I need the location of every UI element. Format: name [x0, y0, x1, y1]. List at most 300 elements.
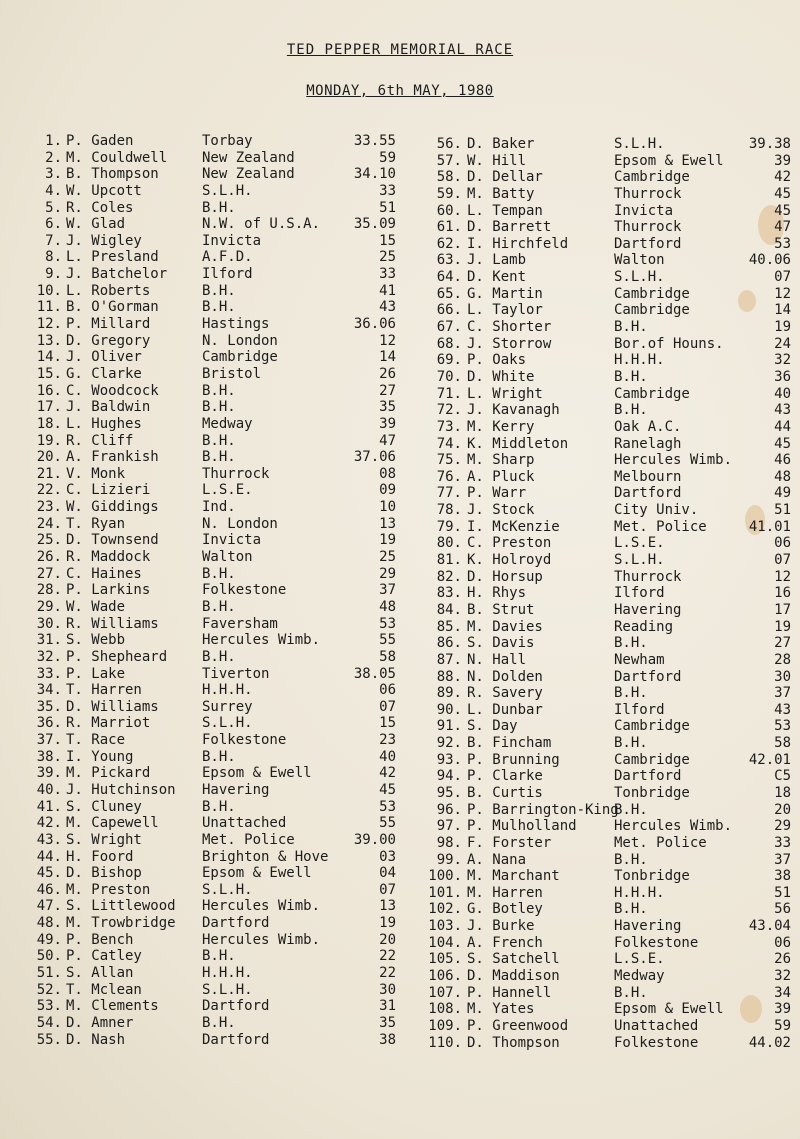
result-row [423, 302, 793, 319]
finish-time: 41 [379, 282, 396, 299]
runner-name: C. Woodcock [66, 382, 159, 399]
runner-name: P. Catley [66, 948, 142, 965]
finish-time: 34 [774, 984, 791, 1001]
runner-name: B. Fincham [467, 735, 552, 752]
result-position: 37. [36, 732, 62, 749]
finish-time: 19 [774, 618, 791, 635]
result-row [30, 898, 402, 915]
result-position: 75. [436, 452, 462, 469]
runner-name: R. Williams [66, 615, 159, 632]
finish-time: 48 [774, 468, 791, 485]
result-row [30, 982, 402, 999]
finish-time: 51 [774, 884, 791, 901]
finish-time: 58 [379, 648, 396, 665]
result-row [30, 433, 402, 450]
runner-club: B.H. [202, 449, 236, 466]
result-position: 38. [36, 748, 62, 765]
finish-time: 25 [379, 249, 396, 266]
runner-club: Dartford [202, 915, 270, 932]
result-position: 89. [436, 685, 462, 702]
result-row [30, 882, 402, 899]
result-row [30, 799, 402, 816]
result-position: 80. [436, 535, 462, 552]
finish-time: 51 [774, 502, 791, 519]
result-position: 8. [45, 249, 62, 266]
result-position: 104. [428, 934, 462, 951]
finish-time: 55 [379, 632, 396, 649]
finish-time: 14 [379, 349, 396, 366]
result-position: 3. [45, 166, 62, 183]
finish-time: 07 [774, 269, 791, 286]
result-position: 67. [436, 319, 462, 336]
finish-time: 59 [379, 149, 396, 166]
result-position: 23. [36, 499, 62, 516]
runner-club: Surrey [202, 698, 253, 715]
result-position: 33. [36, 665, 62, 682]
finish-time: 53 [379, 798, 396, 815]
runner-name: R. Coles [66, 199, 134, 216]
result-position: 13. [36, 332, 62, 349]
runner-club: B.H. [614, 851, 648, 868]
result-row [423, 469, 793, 486]
result-position: 41. [36, 798, 62, 815]
result-position: 94. [436, 768, 462, 785]
runner-club: B.H. [202, 648, 236, 665]
runner-club: N.W. of U.S.A. [202, 216, 321, 233]
finish-time: 37.06 [353, 449, 396, 466]
runner-club: B.H. [202, 798, 236, 815]
runner-name: S. Allan [66, 965, 134, 982]
result-row [30, 482, 402, 499]
runner-name: M. Preston [66, 881, 151, 898]
result-row [423, 252, 793, 269]
finish-time: 30 [774, 668, 791, 685]
result-position: 17. [36, 399, 62, 416]
result-row [30, 150, 402, 167]
runner-name: M. Couldwell [66, 149, 168, 166]
runner-name: B. Thompson [66, 166, 159, 183]
runner-club: Folkestone [614, 1034, 699, 1051]
runner-name: J. Hutchinson [66, 781, 176, 798]
finish-time: 45 [774, 435, 791, 452]
runner-club: Hercules Wimb. [614, 452, 733, 469]
runner-name: D. Kent [467, 269, 527, 286]
finish-time: 35 [379, 399, 396, 416]
runner-club: B.H. [202, 382, 236, 399]
finish-time: 18 [774, 784, 791, 801]
finish-time: 34.10 [353, 166, 396, 183]
runner-club: Tiverton [202, 665, 270, 682]
result-row [423, 203, 793, 220]
result-position: 58. [436, 169, 462, 186]
finish-time: 10 [379, 499, 396, 516]
result-position: 44. [36, 848, 62, 865]
result-position: 27. [36, 565, 62, 582]
finish-time: 27 [774, 635, 791, 652]
result-row [30, 266, 402, 283]
runner-club: Cambridge [614, 285, 690, 302]
runner-club: Ind. [202, 499, 236, 516]
runner-name: A. Frankish [66, 449, 159, 466]
result-position: 105. [428, 951, 462, 968]
runner-name: M. Sharp [467, 452, 535, 469]
result-row [423, 1018, 793, 1035]
runner-name: R. Savery [467, 685, 543, 702]
result-position: 85. [436, 618, 462, 635]
runner-name: G. Clarke [66, 365, 142, 382]
runner-club: Dartford [614, 485, 682, 502]
finish-time: 49 [774, 485, 791, 502]
runner-name: R. Cliff [66, 432, 134, 449]
finish-time: 42 [774, 169, 791, 186]
runner-name: S. Webb [66, 632, 126, 649]
result-row [423, 652, 793, 669]
result-position: 68. [436, 335, 462, 352]
runner-club: Cambridge [614, 169, 690, 186]
finish-time: 39 [774, 1001, 791, 1018]
finish-time: 27 [379, 382, 396, 399]
result-position: 34. [36, 682, 62, 699]
result-position: 36. [36, 715, 62, 732]
finish-time: 42 [379, 765, 396, 782]
result-row [30, 782, 402, 799]
result-position: 64. [436, 269, 462, 286]
runner-club: Melbourn [614, 468, 682, 485]
runner-club: Unattached [614, 1017, 699, 1034]
runner-name: W. Glad [66, 216, 126, 233]
result-row [30, 299, 402, 316]
finish-time: 41.01 [748, 518, 791, 535]
runner-name: P. Gaden [66, 133, 134, 149]
result-row [30, 932, 402, 949]
runner-name: D. Nash [66, 1031, 126, 1048]
finish-time: 12 [774, 285, 791, 302]
result-row [30, 499, 402, 516]
runner-club: A.F.D. [202, 249, 253, 266]
runner-name: T. Harren [66, 682, 142, 699]
result-position: 55. [36, 1031, 62, 1048]
runner-club: Medway [614, 968, 665, 985]
runner-name: C. Shorter [467, 319, 552, 336]
runner-name: H. Rhys [467, 585, 527, 602]
result-row [423, 269, 793, 286]
result-position: 20. [36, 449, 62, 466]
finish-time: 20 [774, 801, 791, 818]
result-row [423, 752, 793, 769]
finish-time: 30 [379, 981, 396, 998]
finish-time: 48 [379, 598, 396, 615]
result-position: 62. [436, 235, 462, 252]
result-position: 24. [36, 515, 62, 532]
result-position: 50. [36, 948, 62, 965]
result-row [423, 1001, 793, 1018]
runner-name: J. Batchelor [66, 266, 168, 283]
finish-time: 55 [379, 815, 396, 832]
runner-club: Havering [202, 781, 270, 798]
result-row [30, 216, 402, 233]
result-row [423, 669, 793, 686]
runner-club: Walton [202, 549, 253, 566]
result-row [30, 166, 402, 183]
result-position: 72. [436, 402, 462, 419]
runner-name: P. Shepheard [66, 648, 168, 665]
runner-club: Met. Police [614, 834, 707, 851]
runner-name: W. Giddings [66, 499, 159, 516]
runner-club: N. London [202, 515, 278, 532]
result-row [30, 316, 402, 333]
runner-name: P. Larkins [66, 582, 151, 599]
runner-name: B. Curtis [467, 784, 543, 801]
runner-club: New Zealand [202, 149, 295, 166]
result-row [30, 283, 402, 300]
result-position: 31. [36, 632, 62, 649]
result-position: 60. [436, 202, 462, 219]
runner-name: P. Clarke [467, 768, 543, 785]
finish-time: 15 [379, 715, 396, 732]
runner-name: D. Williams [66, 698, 159, 715]
runner-name: T. Mclean [66, 981, 142, 998]
runner-club: Hercules Wimb. [202, 632, 321, 649]
result-position: 49. [36, 931, 62, 948]
runner-club: B.H. [614, 984, 648, 1001]
finish-time: 33 [379, 266, 396, 283]
runner-club: Cambridge [614, 751, 690, 768]
result-row [30, 632, 402, 649]
runner-club: Hercules Wimb. [614, 818, 733, 835]
result-row [423, 852, 793, 869]
runner-name: T. Ryan [66, 515, 126, 532]
result-position: 96. [436, 801, 462, 818]
result-position: 76. [436, 468, 462, 485]
result-position: 4. [45, 182, 62, 199]
result-row [423, 386, 793, 403]
finish-time: 39.38 [748, 136, 791, 152]
runner-name: P. Barrington-King [467, 801, 619, 818]
finish-time: 43.04 [748, 918, 791, 935]
result-row [30, 849, 402, 866]
runner-club: Folkestone [202, 582, 287, 599]
runner-club: Cambridge [202, 349, 278, 366]
finish-time: 14 [774, 302, 791, 319]
runner-name: P. Bench [66, 931, 134, 948]
result-position: 107. [428, 984, 462, 1001]
finish-time: 36 [774, 368, 791, 385]
finish-time: 20 [379, 931, 396, 948]
result-row [30, 532, 402, 549]
finish-time: 39 [379, 415, 396, 432]
runner-name: L. Presland [66, 249, 159, 266]
result-position: 30. [36, 615, 62, 632]
runner-name: M. Batty [467, 185, 535, 202]
runner-name: S. Wright [66, 831, 142, 848]
runner-club: B.H. [614, 368, 648, 385]
result-position: 57. [436, 152, 462, 169]
result-row [423, 685, 793, 702]
runner-club: Thurrock [614, 185, 682, 202]
runner-name: P. Mulholland [467, 818, 577, 835]
finish-time: 38 [774, 868, 791, 885]
runner-name: J. Burke [467, 918, 535, 935]
result-position: 52. [36, 981, 62, 998]
runner-club: B.H. [202, 199, 236, 216]
result-row [423, 985, 793, 1002]
runner-club: B.H. [202, 565, 236, 582]
runner-club: S.L.H. [614, 269, 665, 286]
runner-name: D. Maddison [467, 968, 560, 985]
finish-time: 23 [379, 732, 396, 749]
finish-time: 56 [774, 901, 791, 918]
result-position: 86. [436, 635, 462, 652]
result-position: 46. [36, 881, 62, 898]
result-row [423, 802, 793, 819]
result-row [423, 951, 793, 968]
finish-time: 59 [774, 1017, 791, 1034]
runner-club: B.H. [202, 282, 236, 299]
runner-club: Hercules Wimb. [202, 898, 321, 915]
finish-time: 43 [774, 402, 791, 419]
result-row [423, 402, 793, 419]
result-row [423, 502, 793, 519]
result-row [30, 383, 402, 400]
result-row [30, 682, 402, 699]
results-column-left [30, 133, 402, 1048]
result-row [423, 768, 793, 785]
runner-club: B.H. [202, 432, 236, 449]
result-row [30, 732, 402, 749]
finish-time: 37 [774, 685, 791, 702]
finish-time: 26 [379, 365, 396, 382]
finish-time: 44.02 [748, 1034, 791, 1051]
finish-time: 16 [774, 585, 791, 602]
result-position: 1. [45, 133, 62, 149]
result-row [423, 702, 793, 719]
runner-club: Tonbridge [614, 784, 690, 801]
finish-time: 43 [379, 299, 396, 316]
finish-time: 35.09 [353, 216, 396, 233]
result-position: 35. [36, 698, 62, 715]
result-position: 22. [36, 482, 62, 499]
result-row [30, 183, 402, 200]
result-position: 77. [436, 485, 462, 502]
finish-time: 47 [774, 219, 791, 236]
result-row [423, 885, 793, 902]
runner-name: J. Kavanagh [467, 402, 560, 419]
result-row [423, 419, 793, 436]
runner-name: P. Warr [467, 485, 527, 502]
finish-time: 07 [379, 698, 396, 715]
finish-time: 37 [774, 851, 791, 868]
result-position: 45. [36, 865, 62, 882]
runner-name: W. Hill [467, 152, 527, 169]
runner-name: I. Young [66, 748, 134, 765]
result-row [423, 436, 793, 453]
runner-name: F. Forster [467, 834, 552, 851]
result-row [30, 749, 402, 766]
finish-time: 26 [774, 951, 791, 968]
result-row [423, 485, 793, 502]
runner-club: B.H. [202, 399, 236, 416]
result-row [30, 133, 402, 150]
results-column-right [423, 136, 793, 1051]
result-row [423, 619, 793, 636]
runner-club: Cambridge [614, 718, 690, 735]
runner-name: B. O'Gorman [66, 299, 159, 316]
finish-time: 32 [774, 352, 791, 369]
runner-name: J. Stock [467, 502, 535, 519]
result-row [30, 832, 402, 849]
result-position: 59. [436, 185, 462, 202]
runner-name: N. Hall [467, 651, 527, 668]
runner-club: Epsom & Ewell [614, 152, 724, 169]
result-row [30, 449, 402, 466]
result-position: 100. [428, 868, 462, 885]
runner-name: A. Nana [467, 851, 527, 868]
finish-time: 39.00 [353, 831, 396, 848]
runner-name: K. Middleton [467, 435, 569, 452]
runner-name: L. Tempan [467, 202, 543, 219]
result-position: 98. [436, 834, 462, 851]
runner-club: H.H.H. [614, 884, 665, 901]
runner-name: P. Oaks [467, 352, 527, 369]
finish-time: 33 [379, 182, 396, 199]
finish-time: 33.55 [353, 133, 396, 149]
result-row [30, 1032, 402, 1049]
finish-time: 08 [379, 465, 396, 482]
result-row [423, 935, 793, 952]
result-position: 7. [45, 232, 62, 249]
finish-time: 19 [379, 915, 396, 932]
result-position: 63. [436, 252, 462, 269]
result-row [423, 785, 793, 802]
runner-club: Oak A.C. [614, 418, 682, 435]
finish-time: 24 [774, 335, 791, 352]
runner-name: D. Amner [66, 1014, 134, 1031]
runner-club: L.S.E. [614, 535, 665, 552]
runner-name: M. Yates [467, 1001, 535, 1018]
result-position: 74. [436, 435, 462, 452]
result-position: 91. [436, 718, 462, 735]
runner-name: R. Marriot [66, 715, 151, 732]
result-position: 32. [36, 648, 62, 665]
runner-name: D. Thompson [467, 1034, 560, 1051]
result-position: 40. [36, 781, 62, 798]
result-row [30, 366, 402, 383]
result-position: 19. [36, 432, 62, 449]
result-position: 65. [436, 285, 462, 302]
result-row [423, 918, 793, 935]
result-row [30, 998, 402, 1015]
result-row [30, 765, 402, 782]
result-row [423, 602, 793, 619]
runner-club: Hercules Wimb. [202, 931, 321, 948]
result-position: 16. [36, 382, 62, 399]
finish-time: C5 [774, 768, 791, 785]
runner-name: D. Horsup [467, 568, 543, 585]
runner-club: N. London [202, 332, 278, 349]
runner-club: Invicta [202, 532, 262, 549]
runner-club: Hastings [202, 316, 270, 333]
runner-name: M. Kerry [467, 418, 535, 435]
runner-name: B. Strut [467, 601, 535, 618]
runner-club: Ilford [202, 266, 253, 283]
runner-name: L. Dunbar [467, 701, 543, 718]
runner-name: P. Lake [66, 665, 126, 682]
result-row [30, 699, 402, 716]
runner-club: Ranelagh [614, 435, 682, 452]
runner-club: Cambridge [614, 385, 690, 402]
runner-club: Met. Police [202, 831, 295, 848]
finish-time: 19 [379, 532, 396, 549]
